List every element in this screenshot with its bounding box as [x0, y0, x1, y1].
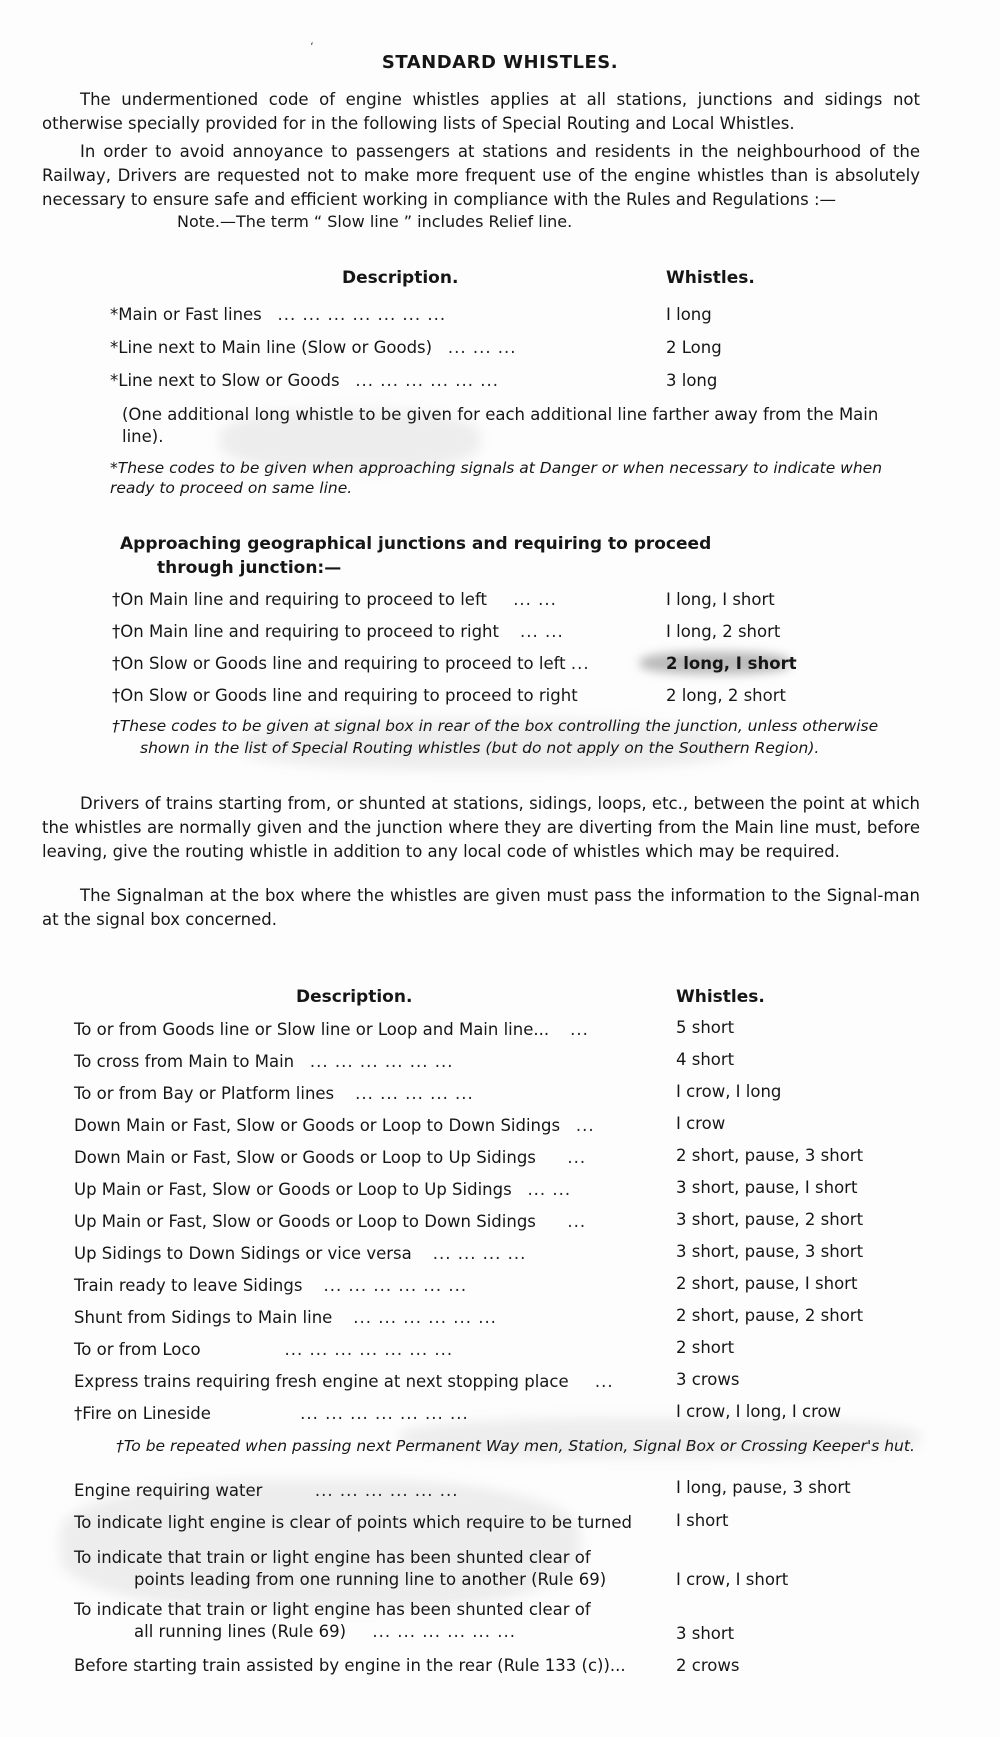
table2-row-value: 3 short, pause, 2 short	[676, 1210, 864, 1229]
row-description: Up Main or Fast, Slow or Goods or Loop to Down Sidings	[74, 1212, 536, 1231]
table2-row	[74, 1481, 459, 1500]
signalman-paragraph	[42, 884, 920, 932]
row-description: *Line next to Main line (Slow or Goods)	[110, 338, 433, 357]
row-description: Express trains requiring fresh engine at next stopping place	[74, 1372, 569, 1391]
table1-row-value: 3 long	[666, 371, 718, 390]
intro-paragraph-2	[42, 140, 920, 212]
junction-row-value: I long, I short	[666, 590, 775, 609]
scan-mark: ‘	[310, 40, 314, 54]
table1-footnote: *These codes to be given when approaching signals at Danger or when necessary to indicate when ready to proceed on same line.	[110, 459, 883, 497]
leader-dots: ... ...	[513, 590, 557, 609]
junction-footnote-line-2: shown in the list of Special Routing whistles (but do not apply on the Southern Region).	[140, 739, 820, 757]
table2-row	[74, 1148, 586, 1167]
table2-footnote: †To be repeated when passing next Permanent Way men, Station, Signal Box or Crossing Keeper's hut.	[116, 1437, 915, 1455]
signalman-text: The Signalman at the box where the whistles are given must pass the information to the Signal-man at the signal box concerned.	[42, 886, 920, 929]
row-description: †Fire on Lineside	[74, 1404, 211, 1423]
row-description: Shunt from Sidings to Main line	[74, 1308, 333, 1327]
row-description: *Main or Fast lines	[110, 305, 262, 324]
junction-heading-line-1: Approaching geographical junctions and requiring to proceed	[120, 534, 712, 554]
row-description: †On Main line and requiring to proceed to left	[112, 590, 487, 609]
table2-row	[74, 1052, 454, 1071]
table2-row-value: 2 short, pause, 3 short	[676, 1146, 864, 1165]
additional-text: (One additional long whistle to be given for each additional line farther away from the Main line).	[122, 405, 879, 446]
table2-row	[74, 1372, 614, 1391]
row-description: Down Main or Fast, Slow or Goods or Loop to Down Sidings	[74, 1116, 561, 1135]
table1-description-header: Description.	[342, 268, 459, 288]
shunted-row-1-line-1: To indicate that train or light engine has been shunted clear of	[74, 1548, 591, 1567]
leader-dots: ... ... ...	[447, 338, 517, 357]
leader-dots: ... ... ... ... ... ... ...	[277, 305, 447, 324]
row-description: *Line next to Slow or Goods	[110, 371, 340, 390]
shunted-row-1-value: I crow, I short	[676, 1570, 789, 1589]
row-description: †On Main line and requiring to proceed to right	[112, 622, 499, 641]
row-description: To cross from Main to Main	[74, 1052, 295, 1071]
note-line: Note.—The term “ Slow line ” includes Relief line.	[177, 212, 573, 231]
row-description: Down Main or Fast, Slow or Goods or Loop to Up Sidings	[74, 1148, 536, 1167]
leader-dots: ... ... ... ... ... ...	[323, 1276, 468, 1295]
junction-heading-line-2: through junction:—	[157, 558, 342, 578]
leader-dots: ... ... ... ... ... ...	[314, 1481, 459, 1500]
intro-paragraph-1	[42, 88, 920, 136]
table2-row	[74, 1244, 526, 1263]
row-description: Up Sidings to Down Sidings or vice versa	[74, 1244, 412, 1263]
drivers-paragraph	[42, 792, 920, 864]
table2-row	[74, 1180, 571, 1199]
drivers-text: Drivers of trains starting from, or shunted at stations, sidings, loops, etc., between the point at which the whistles are normally given and the junction where they are diverting from the Main line must, before leaving, give the routing whistle in addition to any local code of whistles which may be required.	[42, 794, 920, 861]
table2-row-value: 3 crows	[676, 1370, 740, 1389]
table2-row-value: 5 short	[676, 1018, 735, 1037]
table2-row-value: I short	[676, 1511, 729, 1530]
row-description: To or from Goods line or Slow line or Loop and Main line...	[74, 1020, 550, 1039]
table2-row	[74, 1340, 453, 1359]
leader-dots: ... ... ... ... ... ... ...	[284, 1340, 454, 1359]
table2-row	[74, 1212, 586, 1231]
table2-description-header: Description.	[296, 987, 413, 1007]
table2-row	[74, 1276, 467, 1295]
row-description: To or from Loco	[74, 1340, 201, 1359]
table2-row-value: 2 short, pause, I short	[676, 1274, 858, 1293]
junction-row-value: 2 long, 2 short	[666, 686, 786, 705]
row-description: Engine requiring water	[74, 1481, 263, 1500]
leader-dots: ... ...	[527, 1180, 572, 1199]
table2-whistles-header: Whistles.	[676, 987, 765, 1007]
intro-text-1: The undermentioned code of engine whistles applies at all stations, junctions and sidings not otherwise specially provided for in the following lists of Special Routing and Local Whistles.	[42, 90, 920, 133]
leader-dots: ... ... ... ...	[432, 1244, 527, 1263]
table2-row-value: 3 short, pause, 3 short	[676, 1242, 864, 1261]
table2-row	[74, 1513, 632, 1532]
leader-dots: ... ... ... ... ... ...	[309, 1052, 454, 1071]
table2-row	[74, 1404, 469, 1423]
leader-dots: ... ...	[519, 622, 564, 641]
table2-row-value: 2 short	[676, 1338, 735, 1357]
row-description: all running lines (Rule 69)	[134, 1622, 347, 1641]
shunted-row-2-value: 3 short	[676, 1624, 735, 1643]
junction-row-value: I long, 2 short	[666, 622, 781, 641]
row-description: †On Slow or Goods line and requiring to proceed to left	[112, 654, 566, 673]
table2-row-value: 4 short	[676, 1050, 735, 1069]
assist-row: Before starting train assisted by engine in the rear (Rule 133 (c))...	[74, 1656, 626, 1675]
leader-dots: ...	[570, 1020, 589, 1039]
leader-dots: ... ... ... ... ... ...	[353, 1308, 497, 1327]
junction-footnote-line-1: †These codes to be given at signal box in rear of the box controlling the junction, unless otherwise	[112, 717, 879, 735]
table1-additional-note	[122, 404, 917, 448]
row-description: †On Slow or Goods line and requiring to proceed to right	[112, 686, 578, 705]
leader-dots: ...	[570, 654, 590, 673]
leader-dots: ... ... ... ... ... ...	[372, 1622, 516, 1641]
table2-row	[74, 1020, 589, 1039]
assist-row-value: 2 crows	[676, 1656, 740, 1675]
junction-row	[112, 622, 564, 641]
leader-dots: ... ... ... ... ... ...	[355, 371, 499, 390]
table2-row	[74, 1308, 497, 1327]
leader-dots: ...	[594, 1372, 614, 1391]
junction-row	[112, 590, 557, 609]
leader-dots: ...	[575, 1116, 595, 1135]
leader-dots: ...	[567, 1212, 587, 1231]
table1-row	[110, 371, 499, 390]
shunted-row-2-line-2	[134, 1622, 516, 1641]
junction-row	[112, 654, 590, 673]
intro-text-2: In order to avoid annoyance to passengers at stations and residents in the neighbourhood of the Railway, Drivers are requested not to make more frequent use of the engine whistles than is absolutely necessary to ensure safe and efficient working in compliance with the Rules and Regulations :—	[42, 142, 920, 209]
table1-row-value: 2 Long	[666, 338, 722, 357]
leader-dots: ... ... ... ... ...	[355, 1084, 474, 1103]
table2-row-value: 3 short, pause, I short	[676, 1178, 858, 1197]
row-description: To indicate light engine is clear of points which require to be turned	[74, 1513, 632, 1532]
row-description: Train ready to leave Sidings	[74, 1276, 303, 1295]
table2-row	[74, 1084, 474, 1103]
shunted-row-2-line-1: To indicate that train or light engine has been shunted clear of	[74, 1600, 591, 1619]
table2-row	[74, 1116, 595, 1135]
table1-whistles-header: Whistles.	[666, 268, 755, 288]
table1-row	[110, 305, 446, 324]
page-title: STANDARD WHISTLES.	[381, 52, 619, 73]
table2-row-value: I crow, I long	[676, 1082, 782, 1101]
table1-row	[110, 338, 517, 357]
table1-row-value: I long	[666, 305, 712, 324]
table2-row-value: I crow, I long, I crow	[676, 1402, 842, 1421]
junction-row-value: 2 long, I short	[666, 654, 797, 673]
row-description: Up Main or Fast, Slow or Goods or Loop to Up Sidings	[74, 1180, 512, 1199]
row-description: To or from Bay or Platform lines	[74, 1084, 335, 1103]
leader-dots: ... ... ... ... ... ... ...	[300, 1404, 469, 1423]
table2-row-value: I crow	[676, 1114, 726, 1133]
shunted-row-1-line-2: points leading from one running line to another (Rule 69)	[134, 1570, 607, 1589]
junction-row	[112, 686, 578, 705]
leader-dots: ...	[567, 1148, 587, 1167]
table2-row-value: I long, pause, 3 short	[676, 1478, 851, 1497]
table2-row-value: 2 short, pause, 2 short	[676, 1306, 864, 1325]
